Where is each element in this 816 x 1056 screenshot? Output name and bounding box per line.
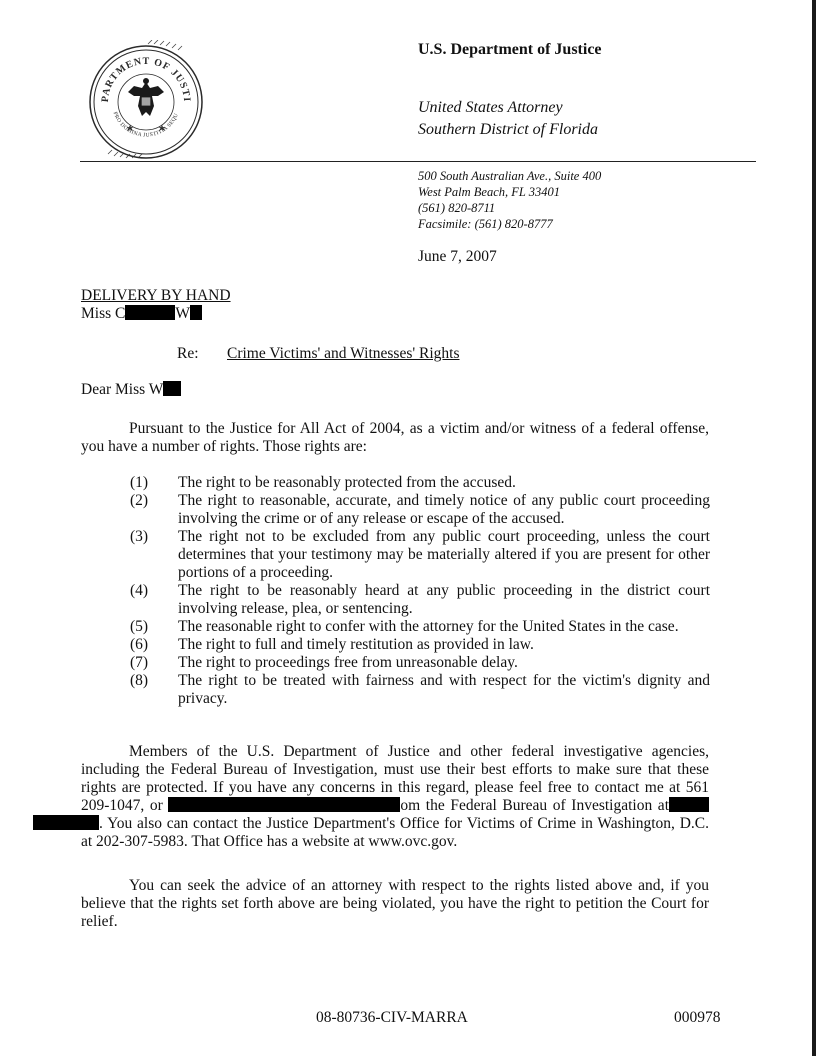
list-item [130,654,710,672]
right-number: (1) [130,474,149,491]
right-text: The right to proceedings free from unreasonable delay. [178,654,518,671]
subject-line [177,345,460,363]
contacts-text-part-2: om the Federal Bureau of Investigation at [400,797,669,814]
redaction-bar [168,797,400,812]
recipient-last-initial: W [175,305,191,322]
seal-text-bottom: PRO DOMINA JUSTITIA SEQU [111,111,180,139]
letter-date: June 7, 2007 [418,248,497,265]
right-text: The reasonable right to confer with the attorney for the United States in the case. [178,618,679,635]
right-number: (8) [130,672,149,689]
list-item [130,672,710,708]
right-number: (7) [130,654,149,671]
list-item [130,528,710,582]
subject-text: Crime Victims' and Witnesses' Rights [227,345,460,362]
redaction-bar [669,797,709,812]
right-number: (5) [130,618,149,635]
advice-text: You can seek the advice of an attorney with respect to the rights listed above and, if you believe that the rights set forth above are being violated, you have the right to petition the Court for relief. [81,877,709,930]
right-number: (6) [130,636,149,653]
redaction-bar [33,815,99,830]
rights-list [130,474,710,708]
contacts-text [81,743,709,851]
contacts-text-part-3: . You also can contact the Justice Department's Office for Victims of Crime in Washington, D.C. at 202-307-5983. That Office has a website at www.ovc.gov. [81,815,709,850]
recipient-name [81,305,202,323]
address-line-1: 500 South Australian Ave., Suite 400 [418,169,602,183]
list-item [130,582,710,618]
redaction-bar [163,381,181,396]
subject-label: Re: [177,345,199,362]
redaction-bar [125,305,175,320]
list-item [130,492,710,528]
address-line-2: West Palm Beach, FL 33401 [418,185,561,199]
intro-paragraph [81,420,709,456]
contacts-paragraph [81,743,709,851]
address-fax: Facsimile: (561) 820-8777 [418,217,553,231]
right-text: The right not to be excluded from any public court proceeding, unless the court determines that your testimony may be materially altered if you are present for other portions of a proceeding. [178,528,710,581]
doj-seal [78,40,214,160]
advice-paragraph [81,877,709,931]
case-number: 08-80736-CIV-MARRA [316,1009,468,1026]
right-text: The right to full and timely restitution as provided in law. [178,636,534,653]
salutation [81,381,181,399]
contacts-text-part-1: Members of the U.S. Department of Justice and other federal investigative agencies, including the Federal Bureau of Investigation, must use their best efforts to make sure that these rights are protected. If you have any concerns in this regard, please feel free to contact me at 561 209-1047, or [81,743,709,814]
office-line-1: United States Attorney [418,99,563,116]
right-text: The right to be reasonably heard at any public proceeding in the district court involving release, plea, or sentencing. [178,582,710,617]
doj-seal-graphic [78,40,214,160]
delivery-method: DELIVERY BY HAND [81,287,231,304]
redaction-bar [190,305,202,320]
address-phone: (561) 820-8711 [418,201,496,215]
office-block [418,97,598,141]
list-item [130,474,710,492]
right-text: The right to reasonable, accurate, and timely notice of any public court proceeding involving the crime or of any release or escape of the accused. [178,492,710,527]
right-text: The right to be reasonably protected from the accused. [178,474,516,491]
right-text: The right to be treated with fairness and with respect for the victim's dignity and privacy. [178,672,710,707]
list-item [130,618,710,636]
office-line-2: Southern District of Florida [418,121,598,138]
intro-text: Pursuant to the Justice for All Act of 2004, as a victim and/or witness of a federal offense, you have a number of rights. Those rights are: [81,420,709,455]
agency-name: U.S. Department of Justice [418,41,602,58]
right-number: (2) [130,492,149,509]
address-block [418,168,601,232]
recipient-prefix: Miss C [81,305,126,322]
salutation-text: Dear Miss W [81,381,164,398]
list-item [130,636,710,654]
right-number: (4) [130,582,149,599]
seal-text-top: PARTMENT OF JUSTI [99,55,193,103]
scan-edge [812,0,816,1056]
right-number: (3) [130,528,149,545]
header-rule [80,161,756,162]
page-number: 000978 [674,1009,721,1026]
